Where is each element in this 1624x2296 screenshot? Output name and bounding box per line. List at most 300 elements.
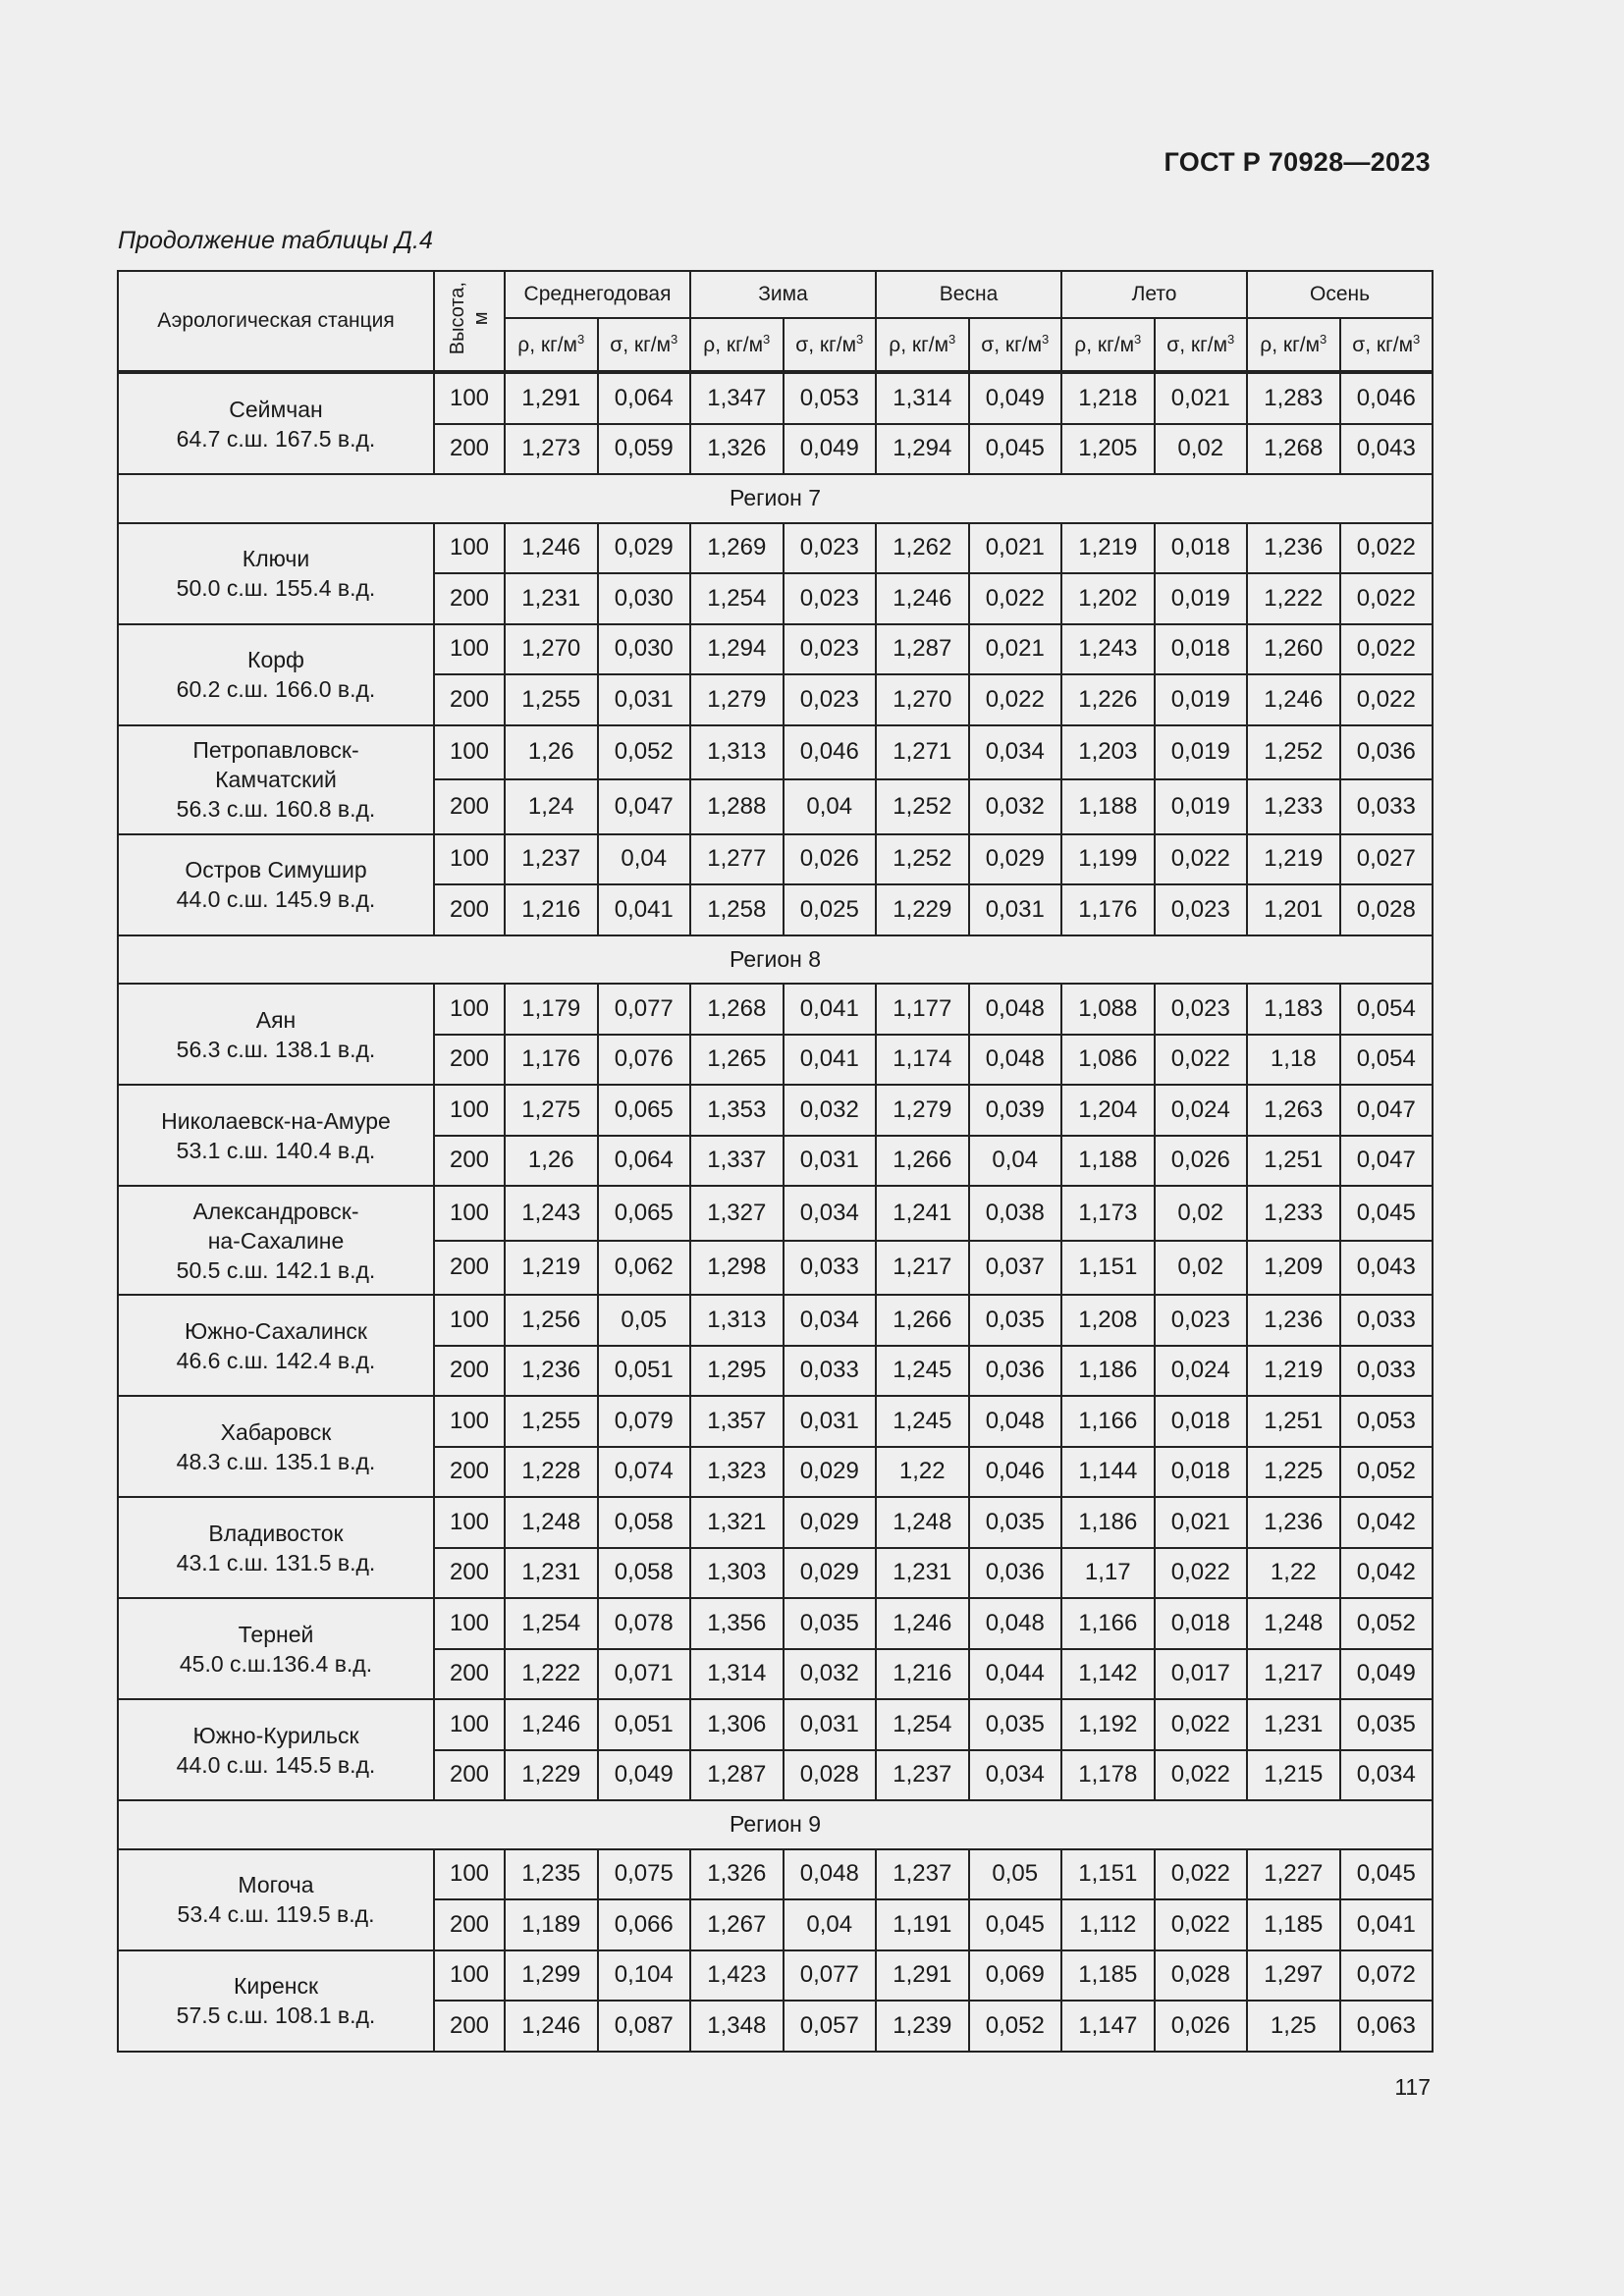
region-label: Регион 9 [118,1800,1433,1849]
sigma-value-cell: 0,022 [1155,1849,1248,1900]
height-cell: 200 [434,424,505,475]
sigma-value-cell: 0,039 [969,1085,1062,1136]
rho-value-cell: 1,313 [690,1295,784,1346]
rho-value-cell: 1,246 [876,1598,969,1649]
rho-value-cell: 1,313 [690,725,784,780]
height-cell: 200 [434,1750,505,1801]
rho-value-cell: 1,231 [1247,1699,1340,1750]
sigma-value-cell: 0,049 [598,1750,691,1801]
rho-value-cell: 1,243 [505,1186,598,1241]
sigma-value-cell: 0,022 [1155,1548,1248,1599]
rho-value-cell: 1,179 [505,984,598,1035]
height-cell: 100 [434,1598,505,1649]
height-cell: 100 [434,1849,505,1900]
sigma-value-cell: 0,036 [1340,725,1434,780]
table-row [118,1186,1433,1241]
rho-value-cell: 1,217 [1247,1649,1340,1700]
rho-value-cell: 1,245 [876,1346,969,1397]
table-row [118,1598,1433,1649]
rho-value-cell: 1,219 [505,1241,598,1296]
rho-value-cell: 1,218 [1061,372,1155,424]
sigma-value-cell: 0,042 [1340,1497,1434,1548]
height-cell: 200 [434,2001,505,2052]
sigma-value-cell: 0,031 [784,1136,877,1187]
sigma-value-cell: 0,042 [1340,1548,1434,1599]
rho-value-cell: 1,26 [505,1136,598,1187]
sigma-value-cell: 0,049 [1340,1649,1434,1700]
sigma-value-cell: 0,018 [1155,523,1248,574]
sigma-value-cell: 0,022 [1155,1699,1248,1750]
sigma-value-cell: 0,035 [969,1295,1062,1346]
sigma-value-cell: 0,018 [1155,1396,1248,1447]
rho-value-cell: 1,189 [505,1899,598,1950]
sigma-value-cell: 0,032 [784,1085,877,1136]
header-period-annual: Среднегодовая [505,271,690,318]
station-name: Александровск- на-Сахалине 50.5 с.ш. 142.1 в.д. [118,1186,434,1295]
table-row [118,1699,1433,1750]
rho-value-cell: 1,176 [505,1035,598,1086]
sigma-value-cell: 0,045 [1340,1849,1434,1900]
sigma-value-cell: 0,021 [1155,1497,1248,1548]
height-cell: 200 [434,1136,505,1187]
rho-value-cell: 1,235 [505,1849,598,1900]
sigma-value-cell: 0,048 [969,984,1062,1035]
height-cell: 200 [434,573,505,624]
rho-value-cell: 1,266 [876,1136,969,1187]
rho-value-cell: 1,209 [1247,1241,1340,1296]
rho-value-cell: 1,176 [1061,884,1155,935]
sigma-value-cell: 0,026 [1155,2001,1248,2052]
table-row [118,1497,1433,1548]
sigma-value-cell: 0,104 [598,1950,691,2002]
sigma-value-cell: 0,058 [598,1497,691,1548]
density-table [117,270,1434,2053]
sigma-value-cell: 0,078 [598,1598,691,1649]
rho-value-cell: 1,423 [690,1950,784,2002]
region-label: Регион 7 [118,474,1433,523]
sigma-value-cell: 0,041 [784,984,877,1035]
sigma-value-cell: 0,071 [598,1649,691,1700]
rho-value-cell: 1,186 [1061,1346,1155,1397]
rho-value-cell: 1,356 [690,1598,784,1649]
station-name: Могоча 53.4 с.ш. 119.5 в.д. [118,1849,434,1950]
sigma-value-cell: 0,02 [1155,1186,1248,1241]
height-cell: 100 [434,725,505,780]
rho-value-cell: 1,219 [1247,1346,1340,1397]
rho-value-cell: 1,291 [876,1950,969,2002]
rho-value-cell: 1,270 [876,674,969,725]
rho-value-cell: 1,219 [1247,834,1340,885]
header-unit-sigma: σ, $кг/м^3$ [969,318,1062,372]
rho-value-cell: 1,314 [876,372,969,424]
rho-value-cell: 1,275 [505,1085,598,1136]
rho-value-cell: 1,26 [505,725,598,780]
sigma-value-cell: 0,02 [1155,1241,1248,1296]
table-row [118,1950,1433,2002]
height-cell: 100 [434,1295,505,1346]
sigma-value-cell: 0,047 [1340,1085,1434,1136]
header-unit-rho: ρ, $кг/м^3$ [1061,318,1155,372]
rho-value-cell: 1,205 [1061,424,1155,475]
rho-value-cell: 1,237 [876,1750,969,1801]
rho-value-cell: 1,216 [505,884,598,935]
header-row-periods [118,271,1433,318]
rho-value-cell: 1,279 [876,1085,969,1136]
rho-value-cell: 1,258 [690,884,784,935]
sigma-value-cell: 0,05 [969,1849,1062,1900]
height-cell: 200 [434,1649,505,1700]
rho-value-cell: 1,192 [1061,1699,1155,1750]
station-name: Хабаровск 48.3 с.ш. 135.1 в.д. [118,1396,434,1497]
rho-value-cell: 1,299 [505,1950,598,2002]
sigma-value-cell: 0,052 [1340,1447,1434,1498]
sigma-value-cell: 0,025 [784,884,877,935]
rho-value-cell: 1,297 [1247,1950,1340,2002]
rho-value-cell: 1,268 [1247,424,1340,475]
rho-value-cell: 1,185 [1247,1899,1340,1950]
sigma-value-cell: 0,041 [784,1035,877,1086]
sigma-value-cell: 0,022 [1155,1750,1248,1801]
station-name: Южно-Сахалинск 46.6 с.ш. 142.4 в.д. [118,1295,434,1396]
sigma-value-cell: 0,022 [1155,1035,1248,1086]
sigma-value-cell: 0,038 [969,1186,1062,1241]
header-unit-rho: ρ, $кг/м^3$ [690,318,784,372]
height-cell: 200 [434,1447,505,1498]
sigma-value-cell: 0,019 [1155,779,1248,834]
rho-value-cell: 1,271 [876,725,969,780]
rho-value-cell: 1,18 [1247,1035,1340,1086]
header-unit-sigma: σ, $кг/м^3$ [598,318,691,372]
rho-value-cell: 1,201 [1247,884,1340,935]
sigma-value-cell: 0,033 [1340,1295,1434,1346]
sigma-value-cell: 0,031 [598,674,691,725]
rho-value-cell: 1,231 [505,1548,598,1599]
rho-value-cell: 1,287 [690,1750,784,1801]
sigma-value-cell: 0,023 [784,624,877,675]
header-height: Высота, м [434,271,505,372]
sigma-value-cell: 0,023 [1155,1295,1248,1346]
table-row [118,372,1433,424]
rho-value-cell: 1,279 [690,674,784,725]
rho-value-cell: 1,288 [690,779,784,834]
header-period-summer: Лето [1061,271,1247,318]
table-body [118,372,1433,2052]
region-row [118,474,1433,523]
rho-value-cell: 1,243 [1061,624,1155,675]
height-cell: 200 [434,1899,505,1950]
rho-value-cell: 1,151 [1061,1241,1155,1296]
sigma-value-cell: 0,035 [969,1699,1062,1750]
sigma-value-cell: 0,087 [598,2001,691,2052]
rho-value-cell: 1,174 [876,1035,969,1086]
height-cell: 200 [434,884,505,935]
station-name: Терней 45.0 с.ш.136.4 в.д. [118,1598,434,1699]
height-cell: 100 [434,1186,505,1241]
station-name: Сеймчан 64.7 с.ш. 167.5 в.д. [118,372,434,474]
rho-value-cell: 1,183 [1247,984,1340,1035]
sigma-value-cell: 0,022 [969,674,1062,725]
height-cell: 100 [434,372,505,424]
sigma-value-cell: 0,047 [1340,1136,1434,1187]
sigma-value-cell: 0,049 [969,372,1062,424]
header-unit-rho: ρ, $кг/м^3$ [876,318,969,372]
sigma-value-cell: 0,046 [784,725,877,780]
sigma-value-cell: 0,026 [1155,1136,1248,1187]
sigma-value-cell: 0,018 [1155,1447,1248,1498]
rho-value-cell: 1,112 [1061,1899,1155,1950]
sigma-value-cell: 0,030 [598,573,691,624]
sigma-value-cell: 0,021 [969,523,1062,574]
rho-value-cell: 1,277 [690,834,784,885]
rho-value-cell: 1,265 [690,1035,784,1086]
rho-value-cell: 1,323 [690,1447,784,1498]
rho-value-cell: 1,144 [1061,1447,1155,1498]
sigma-value-cell: 0,034 [969,725,1062,780]
sigma-value-cell: 0,065 [598,1085,691,1136]
rho-value-cell: 1,283 [1247,372,1340,424]
sigma-value-cell: 0,044 [969,1649,1062,1700]
sigma-value-cell: 0,035 [784,1598,877,1649]
sigma-value-cell: 0,034 [1340,1750,1434,1801]
sigma-value-cell: 0,033 [1340,779,1434,834]
rho-value-cell: 1,321 [690,1497,784,1548]
sigma-value-cell: 0,023 [784,674,877,725]
sigma-value-cell: 0,069 [969,1950,1062,2002]
station-name: Николаевск-на-Амуре 53.1 с.ш. 140.4 в.д. [118,1085,434,1186]
sigma-value-cell: 0,045 [969,424,1062,475]
rho-value-cell: 1,252 [1247,725,1340,780]
sigma-value-cell: 0,04 [784,779,877,834]
rho-value-cell: 1,246 [1247,674,1340,725]
rho-value-cell: 1,246 [505,523,598,574]
sigma-value-cell: 0,052 [1340,1598,1434,1649]
rho-value-cell: 1,248 [876,1497,969,1548]
rho-value-cell: 1,086 [1061,1035,1155,1086]
sigma-value-cell: 0,048 [969,1035,1062,1086]
rho-value-cell: 1,222 [505,1649,598,1700]
rho-value-cell: 1,251 [1247,1396,1340,1447]
rho-value-cell: 1,173 [1061,1186,1155,1241]
sigma-value-cell: 0,023 [1155,984,1248,1035]
rho-value-cell: 1,270 [505,624,598,675]
height-cell: 100 [434,523,505,574]
rho-value-cell: 1,191 [876,1899,969,1950]
station-name: Ключи 50.0 с.ш. 155.4 в.д. [118,523,434,624]
sigma-value-cell: 0,076 [598,1035,691,1086]
table-caption: Продолжение таблицы Д.4 [118,227,433,254]
sigma-value-cell: 0,022 [1340,523,1434,574]
rho-value-cell: 1,236 [505,1346,598,1397]
rho-value-cell: 1,306 [690,1699,784,1750]
sigma-value-cell: 0,054 [1340,984,1434,1035]
station-name: Петропавловск- Камчатский 56.3 с.ш. 160.8 в.д. [118,725,434,834]
region-label: Регион 8 [118,935,1433,985]
height-cell: 100 [434,1085,505,1136]
sigma-value-cell: 0,053 [784,372,877,424]
rho-value-cell: 1,248 [505,1497,598,1548]
rho-value-cell: 1,208 [1061,1295,1155,1346]
rho-value-cell: 1,222 [1247,573,1340,624]
rho-value-cell: 1,142 [1061,1649,1155,1700]
sigma-value-cell: 0,051 [598,1699,691,1750]
rho-value-cell: 1,294 [690,624,784,675]
sigma-value-cell: 0,028 [784,1750,877,1801]
rho-value-cell: 1,266 [876,1295,969,1346]
sigma-value-cell: 0,046 [969,1447,1062,1498]
rho-value-cell: 1,251 [1247,1136,1340,1187]
rho-value-cell: 1,263 [1247,1085,1340,1136]
sigma-value-cell: 0,035 [969,1497,1062,1548]
rho-value-cell: 1,347 [690,372,784,424]
rho-value-cell: 1,25 [1247,2001,1340,2052]
sigma-value-cell: 0,029 [784,1497,877,1548]
region-row [118,935,1433,985]
rho-value-cell: 1,17 [1061,1548,1155,1599]
sigma-value-cell: 0,048 [969,1396,1062,1447]
sigma-value-cell: 0,064 [598,372,691,424]
sigma-value-cell: 0,028 [1155,1950,1248,2002]
sigma-value-cell: 0,043 [1340,424,1434,475]
rho-value-cell: 1,178 [1061,1750,1155,1801]
sigma-value-cell: 0,022 [1155,834,1248,885]
height-cell: 200 [434,1548,505,1599]
height-cell: 100 [434,1396,505,1447]
rho-value-cell: 1,227 [1247,1849,1340,1900]
document-code: ГОСТ Р 70928—2023 [1164,147,1431,177]
sigma-value-cell: 0,023 [1155,884,1248,935]
sigma-value-cell: 0,077 [598,984,691,1035]
sigma-value-cell: 0,021 [1155,372,1248,424]
sigma-value-cell: 0,022 [1340,624,1434,675]
rho-value-cell: 1,357 [690,1396,784,1447]
sigma-value-cell: 0,032 [784,1649,877,1700]
region-row [118,1800,1433,1849]
sigma-value-cell: 0,079 [598,1396,691,1447]
rho-value-cell: 1,188 [1061,779,1155,834]
sigma-value-cell: 0,018 [1155,1598,1248,1649]
sigma-value-cell: 0,041 [598,884,691,935]
rho-value-cell: 1,303 [690,1548,784,1599]
rho-value-cell: 1,267 [690,1899,784,1950]
station-name: Аян 56.3 с.ш. 138.1 в.д. [118,984,434,1085]
rho-value-cell: 1,337 [690,1136,784,1187]
station-name: Корф 60.2 с.ш. 166.0 в.д. [118,624,434,725]
rho-value-cell: 1,291 [505,372,598,424]
sigma-value-cell: 0,077 [784,1950,877,2002]
sigma-value-cell: 0,053 [1340,1396,1434,1447]
sigma-value-cell: 0,041 [1340,1899,1434,1950]
sigma-value-cell: 0,023 [784,573,877,624]
height-cell: 100 [434,1699,505,1750]
rho-value-cell: 1,273 [505,424,598,475]
table-row [118,984,1433,1035]
rho-value-cell: 1,226 [1061,674,1155,725]
rho-value-cell: 1,228 [505,1447,598,1498]
sigma-value-cell: 0,033 [1340,1346,1434,1397]
sigma-value-cell: 0,036 [969,1548,1062,1599]
sigma-value-cell: 0,029 [784,1447,877,1498]
rho-value-cell: 1,215 [1247,1750,1340,1801]
height-cell: 100 [434,624,505,675]
sigma-value-cell: 0,052 [598,725,691,780]
sigma-value-cell: 0,064 [598,1136,691,1187]
table-row [118,1295,1433,1346]
rho-value-cell: 1,225 [1247,1447,1340,1498]
sigma-value-cell: 0,033 [784,1346,877,1397]
sigma-value-cell: 0,036 [969,1346,1062,1397]
rho-value-cell: 1,236 [1247,1295,1340,1346]
rho-value-cell: 1,237 [876,1849,969,1900]
sigma-value-cell: 0,059 [598,424,691,475]
station-name: Киренск 57.5 с.ш. 108.1 в.д. [118,1950,434,2052]
sigma-value-cell: 0,029 [784,1548,877,1599]
sigma-value-cell: 0,066 [598,1899,691,1950]
rho-value-cell: 1,254 [505,1598,598,1649]
rho-value-cell: 1,203 [1061,725,1155,780]
table-row [118,834,1433,885]
sigma-value-cell: 0,019 [1155,573,1248,624]
rho-value-cell: 1,255 [505,674,598,725]
sigma-value-cell: 0,029 [969,834,1062,885]
rho-value-cell: 1,166 [1061,1598,1155,1649]
sigma-value-cell: 0,028 [1340,884,1434,935]
sigma-value-cell: 0,04 [969,1136,1062,1187]
header-station: Аэрологическая станция [118,271,434,372]
header-unit-sigma: σ, $кг/м^3$ [1340,318,1434,372]
rho-value-cell: 1,229 [876,884,969,935]
sigma-value-cell: 0,043 [1340,1241,1434,1296]
rho-value-cell: 1,217 [876,1241,969,1296]
sigma-value-cell: 0,034 [784,1186,877,1241]
station-name: Остров Симушир 44.0 с.ш. 145.9 в.д. [118,834,434,935]
header-period-spring: Весна [876,271,1061,318]
sigma-value-cell: 0,018 [1155,624,1248,675]
rho-value-cell: 1,185 [1061,1950,1155,2002]
height-cell: 200 [434,1035,505,1086]
sigma-value-cell: 0,032 [969,779,1062,834]
sigma-value-cell: 0,052 [969,2001,1062,2052]
header-unit-rho: ρ, $кг/м^3$ [1247,318,1340,372]
sigma-value-cell: 0,054 [1340,1035,1434,1086]
rho-value-cell: 1,186 [1061,1497,1155,1548]
sigma-value-cell: 0,033 [784,1241,877,1296]
sigma-value-cell: 0,024 [1155,1346,1248,1397]
header-unit-sigma: σ, $кг/м^3$ [1155,318,1248,372]
sigma-value-cell: 0,026 [784,834,877,885]
sigma-value-cell: 0,031 [784,1699,877,1750]
sigma-value-cell: 0,022 [1155,1899,1248,1950]
rho-value-cell: 1,177 [876,984,969,1035]
sigma-value-cell: 0,049 [784,424,877,475]
rho-value-cell: 1,24 [505,779,598,834]
sigma-value-cell: 0,024 [1155,1085,1248,1136]
table-row [118,1849,1433,1900]
rho-value-cell: 1,254 [690,573,784,624]
height-cell: 200 [434,1346,505,1397]
rho-value-cell: 1,252 [876,779,969,834]
sigma-value-cell: 0,022 [1340,573,1434,624]
table-row [118,1085,1433,1136]
sigma-value-cell: 0,074 [598,1447,691,1498]
rho-value-cell: 1,166 [1061,1396,1155,1447]
rho-value-cell: 1,255 [505,1396,598,1447]
header-period-winter: Зима [690,271,876,318]
rho-value-cell: 1,188 [1061,1136,1155,1187]
sigma-value-cell: 0,02 [1155,424,1248,475]
rho-value-cell: 1,268 [690,984,784,1035]
sigma-value-cell: 0,031 [784,1396,877,1447]
rho-value-cell: 1,199 [1061,834,1155,885]
